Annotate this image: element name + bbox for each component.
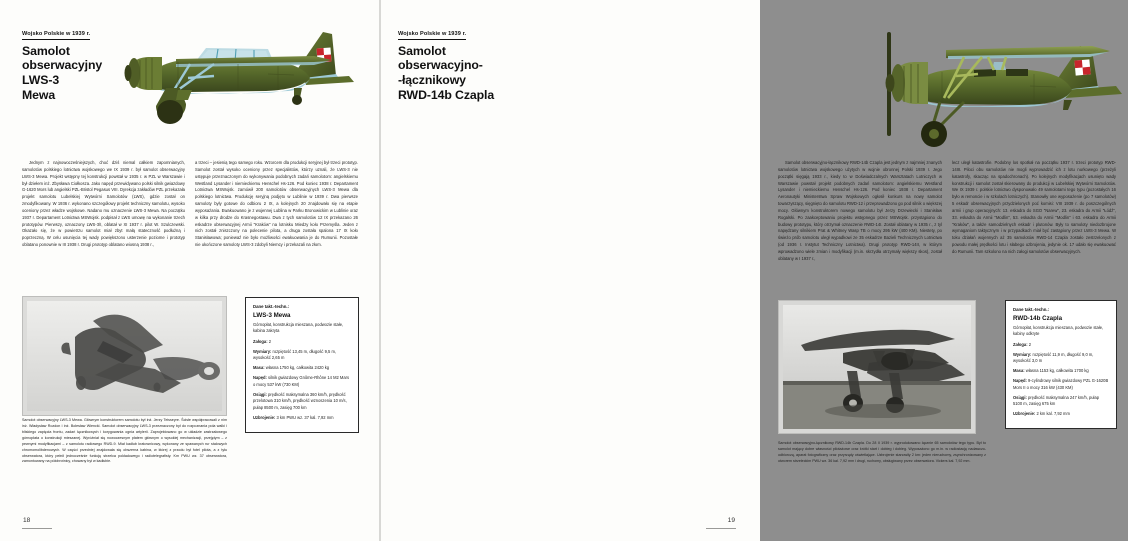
right-body-col1: Samolot obserwacyjno-łącznikowy RWD-14b Czapla jest jednym z najmniej znanych samolotów lotnictwa wojskowego użytych w wojnie obronnej Polski 1939 r. Jego początki sięgają 1933 r., kiedy to w Doświadczalnych Warsztatach Lotniczych w Warszawie powstał projekt podobnych zadań samolotom: angielskiemu Westland Lysander i niemieckiemu Henschel Hs-126. Pod koniec 1938 r. Departament Aeronautyki Ministerstwa Spraw Wojskowych ogłosił konkurs na nowy samolot towarzyszący, sięgnięto do samolotu RWD-12 i przeprowadzono go pod silnik o większej mocy. Głównym konstruktorem nowego samolotu był Jerzy Drzewiecki i Stanisław Rogalski. Po zaakceptowaniu projektu wstępnego przez MSWojsk. przystąpiono do budowy prototypu, który otrzymał oznaczenie RWD-14I. Został oblatany w 1935 r., z tyl napędzany silnikiem Prat & Whitney Wasp TB o mocy 295 kW (400 KM). Niestety, po świeżo prób samolotu uległ wypadkowi ze 35 eskadrze Bazieli Technicznych Lotnictwa (od 1936 r. Instytut Techniczny Lotnictwa). Drugi prototyp RWD-14II, w którym wprowadzono wiele zmian i modyfikacji (m.in. skrzydła otrzymały większy skos), został oblatany w I 1937 r., [778, 160, 943, 261]
data-row-uzbrojenie: Uzbrojenie: 3 km PWU wz. 37 kal. 7,92 mm [253, 414, 334, 420]
left-kicker: Wojsko Polskie w 1939 r. [22, 31, 90, 40]
data-row-uzbrojenie: Uzbrojenie: 2 km kal. 7,92 mm [1013, 411, 1070, 417]
right-body-columns [778, 160, 1116, 266]
data-box-title: RWD-14b Czapla [1013, 314, 1063, 322]
right-page [380, 0, 1116, 541]
left-foot-rule [22, 528, 52, 529]
data-row-osiagi: Osiągi: prędkość maksymalna 247 km/h, pułap 5100 m, zasięg 675 km [1013, 394, 1100, 407]
lws3-caption: Samolot obserwacyjny LWS-3 Mewa. Głównym konstruktorem samolotu był inż. Jerzy Teisseyre. Ścisłe współpracowali z nim inż. Władysław Rozdon i inż. Bolesław Wiencki. Samolot obserwacyjny LWS-3 przeznaczony był do rozpoznania pola walki i bliskiego zapięcia frontu, zadań łącznikowych i korygowania ognia artylerii. Zaprojektowano go w układzie zastrzałowego górnopłata o konstrukcji mieszanej. Wyróżniał się nowoczesnym płatem głównym o wysokiej mechanizacji, przejętym – z pewnymi modyfikacjami – z samolotu radiowego RWD-9. Miał kadłub kratownicowy, wykonany ze spawanych rur stalowych chromomolibdenowych. W części przedniej znajdowała się obszerna kabina, w której z przodu był fotel pilota, a z tyłu obserwatora, który pełnił jednocześnie funkcję strzelca pokładowego i radiotelegrafisty. Km PWU wz. 37 obserwatora, zamontowany na półobrotnicy, chowany był w kadłubie. [22, 418, 227, 464]
data-row-masa: Masa: własna 1153 kg, całkowita 1700 kg [1013, 368, 1089, 374]
right-kicker: Wojsko Polskie w 1939 r. [398, 31, 466, 40]
right-page-header [398, 22, 736, 103]
right-column-2 [952, 160, 1116, 266]
data-box-kicker: Dane takt.-techn.: [1013, 307, 1050, 312]
data-box-title: LWS-3 Mewa [253, 311, 291, 319]
right-foot-rule [706, 528, 736, 529]
left-folio: 18 [23, 517, 31, 524]
data-box-description: Górnopłat, konstrukcja mieszana, podwozie stałe, kabiny odkryte [1013, 325, 1104, 337]
polish-checkerboard [1074, 59, 1090, 75]
right-page-title: Samolot obserwacyjno- -łącznikowy RWD-14b Czapla [398, 43, 495, 102]
data-row-masa: Masa: własna 1750 kg, całkowita 2420 kg [253, 365, 330, 371]
right-folio: 19 [727, 517, 735, 524]
lws3-illustration [118, 16, 366, 156]
lws3-photo [22, 296, 227, 416]
rwd14b-data-box [1005, 300, 1117, 429]
data-row-zaloga: Załoga: 2 [1013, 341, 1031, 347]
left-body-columns [22, 160, 358, 252]
left-column-1 [22, 160, 185, 252]
right-body-col2: lecz uległ katastrofie. Podobny los spotkał na początku 1937 r. trzeci prototyp RWD-14III. Piloci obu samolotów nie mogli wyprowadzić ich z lotu nurkowego (przeżyli katastrofy, skacząc na spadochronach). Po kolejnych modyfikacjach usunięto wady konstrukcji i samolot został skierowany do produkcji w Lubelskiej Wytwórni Samolotów. We IX 1939 r. polskie lotnictwo dysponowało 49 samolotami tego typu (pozostałych 16 było w remoncie i w szkolach lotniczych). Stanowiły one wyposażenie (po 7 samolotów) 5 eskadr obserwacyjnych przydzielonych poć komisi: VIII 1939 r. do poszczególnych armii i grup operacyjnych: 13. eskadra do SGO "Narew", 23. eskadra do Armii "Łódź", 33. eskadra do Armii "Modlin", 53. eskadra do Armii "Modlin" i 63. eskadra do Armii "Kraków", a także samodzielnych eskadr i plutonów. Były to samoloty niedozbrojone wymaganiom taktycznym i w przypadkach miał być zastąpiony przez LWS-3 Mewa. W toku działań wojennych aż 35 samolotów RWD-14 Czapla zostało zestrzelonych z powodu małej prędkości lotu i słabego uzbrojenia, jedynie ok. 17 udało się ewakuować do Rumunii. Tam szkolono na nich załogi samolotów obserwacyjnych. [952, 160, 1116, 254]
left-page [0, 0, 380, 541]
data-row-wymiary: Wymiary: rozpiętość 11,9 m, długość 9,0 m, wysokość 3,0 m [1013, 351, 1094, 363]
left-page-title: Samolot obserwacyjny LWS-3 Mewa [22, 43, 103, 102]
left-body-col1: Jednym z najnowocześniejszych, choć dziś niemal całkiem zapomnianych, samolotów polskiego lotnictwa wojskowego we IX 1939 r. był samolot obserwacyjny LWS-3 Mewa. Projekt wstępny tej konstrukcji powstał w 1935 r. w PZL w Warszawie i był dziełem inż. Zbysława Ciołkosza. Jako napęd przewidywano polski silnik gwiazdowy G-1620 Mors lub angielski PZL-Bristol Pegasus VIII. Dyrekcja zakładów PZL przekazała projekt samolotu Lubelskiej Wytwórni Samolotów (LWS), gdzie został on zmodyfikowany. W 1936 r. wykonano szczegółowy projekt techniczny samolotu, wysoko oceniony przez władze wojskowe. Nadano mu oznaczenie LWS-3 Mewa. Na początku 1937 r. Departament Lotnictwa MSWojsk. podpisał z LWS umowę na wykonanie trzech prototypów. Pierwszy, oznaczony LWS-3/I, oblatał w XI 1937 r. pilot W. Szulczewski. Okazało się, że w powietrzu samolot miał zbyt małą stateczność podłużną i poprzeczną. W celu usunięcia tej wady powiększono usterzenie poziome i prototyp oblatano ponownie w III 1938 r. Drugi prototyp oblatano wiosną 1938 r., [22, 160, 185, 248]
data-box-kicker: Dane takt.-techn.: [253, 304, 290, 309]
left-body-col2: a trzeci – jesienią tego samego roku. Wzorcem dla produkcji seryjnej był trzeci prototyp. Samolot został wysoko oceniony przez specjalistów, którzy uznali, że LWS-3 nie ustępuje przeznaczonym do wykonywania podobnych zadań samolotom: angielskiemu Westland Lysander i niemieckiemu Henschel Hs-126. Pod koniec 1938 r. Departament Lotnictwa MSWojsk. zamówił 200 samolotów obserwacyjnych LWS-3 Mewa dla polskiego lotnictwa. Produkcję seryjną podjęto w Lublinie w 1939 r. Dwa pierwsze samoloty były gotowe do odbioru 2 IX, a kolejnych 20 znajdowało się na etapie wyposażania. Ewakuowano je z wojennej Lublina w Parku Bronowickim w Lublinie oraz w kilka przy drodze do Krasnegostawu. Dwa z tych samolotów 12 IX przekazano 26 eskadrze obserwacyjnej Armii "Kraków" na lotnisku Miedzy koło Przemyśla. Jeden z nich został zniszczony na polecenie pilota, a druga została spalona 17 IX koło Stanisławowa; poniewaź nie było możliwości ewakuowania je do Rumunii. Pozostałe nie ukończone samoloty LWS-3 zdobyli Niemcy i przekazali na złom. [195, 160, 358, 248]
landing-gear [156, 88, 192, 124]
right-column-1 [778, 160, 942, 266]
left-column-2 [195, 160, 358, 252]
data-box-description: Górnopłat, konstrukcja mieszana, podwozie stałe, kabina zakryta [253, 322, 344, 334]
data-row-zaloga: Załoga: 2 [253, 338, 271, 344]
data-row-naped: Napęd: 9-cylindrowy silnik gwiazdowy PZL G-1620B Mors II o mocy 316 kW (430 KM) [1013, 378, 1109, 390]
rwd14b-illustration [878, 14, 1128, 164]
rwd14b-photo [778, 300, 976, 434]
book-gutter [379, 0, 381, 541]
data-row-wymiary: Wymiary: rozpiętość 13,45 m, długość 9,5 m, wysokość 2,65 m [253, 348, 336, 360]
data-row-osiagi: Osiągi: prędkość maksymalna 360 km/h, prędkość przelotowa 310 km/h, prędkość wznoszenia 10 m/s, pułap 8500 m, zasięg 700 km [253, 391, 347, 410]
rwd14b-caption: Samolot obserwacyjno-łącznikowy RWD-14b Czapla. Do 28 II 1939 r. wyprodukowano łącznie 65 samolotów tego typu. Był to samolot mający dobre własności pilotażowe oraz krótki start i dobieg i dobieg. Wyposażono go m.in. w radiostację nadawczo-odbiorczą, aparat fotograficzny oraz przyrządy oświetlające. Uzbrojenie stanowiły 2 km: jeden nieruchomy, zsynchronizowany z otworem strzeleckim PWU wz. 36 kal. 7,92 mm i drugi, ruchomy, obsługiwany przez obserwatora. Vickers kal. 7,92 mm. [778, 441, 986, 463]
lws3-data-box [245, 297, 359, 433]
data-row-naped: Napęd: silnik gwiazdowy Gnôme-Rhône 14 M2 Mars o mocy 537 kW (730 KM) [253, 375, 350, 387]
